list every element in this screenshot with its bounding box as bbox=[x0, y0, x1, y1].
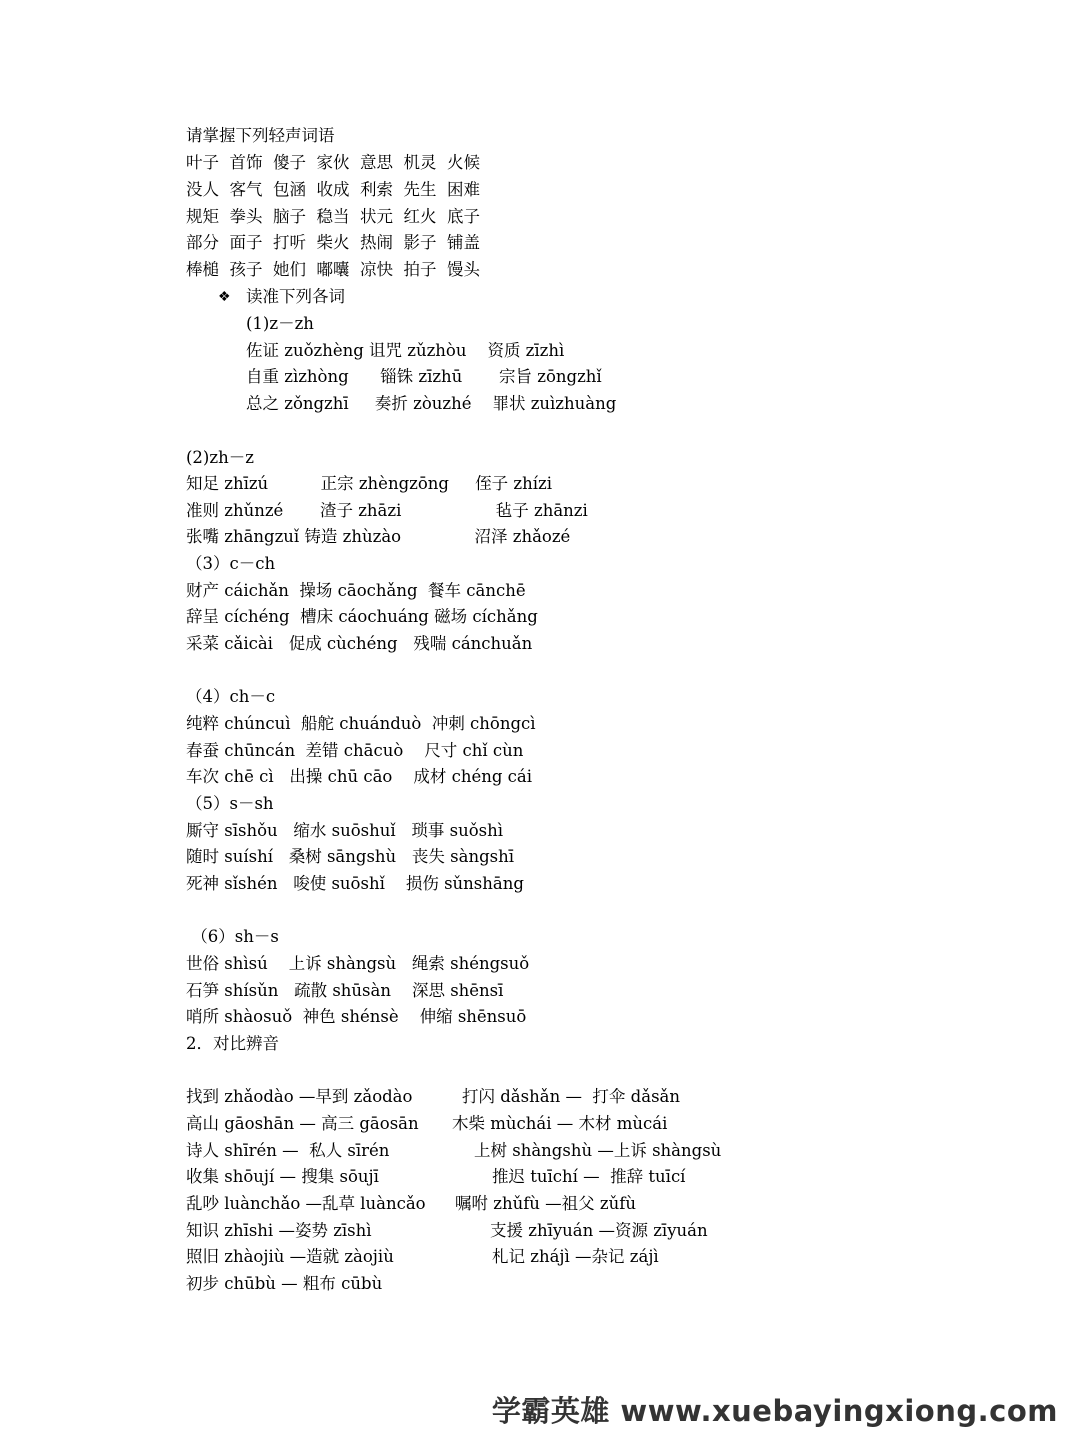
pinyin-row: 纯粹 chúncuì 船舵 chuánduò 冲刺 chōngcì bbox=[186, 714, 536, 733]
group-heading: （3）c－ch bbox=[186, 554, 276, 573]
section2-heading: 2．对比辨音 bbox=[186, 1034, 279, 1053]
contrast-right-item: 札记 zhájì —杂记 zájì bbox=[492, 1247, 659, 1266]
contrast-right-item: 上树 shàngshù —上诉 shàngsù bbox=[474, 1141, 722, 1160]
contrast-right-item: 推迟 tuīchí — 推辞 tuīcí bbox=[492, 1167, 686, 1186]
watermark: 学霸英雄 www.xuebayingxiong.com bbox=[491, 1394, 1058, 1428]
word-row: 部分 面子 打听 柴火 热闹 影子 铺盖 bbox=[186, 233, 480, 252]
contrast-right-item: 嘱咐 zhǔfù —祖父 zǔfù bbox=[455, 1194, 636, 1213]
contrast-left-item: 收集 shōují — 搜集 sōujī bbox=[186, 1167, 379, 1186]
contrast-left-item: 乱吵 luànchǎo —乱草 luàncǎo bbox=[186, 1194, 426, 1213]
group-heading: (2)zh－z bbox=[186, 448, 254, 467]
contrast-left-item: 知识 zhīshi —姿势 zīshì bbox=[186, 1221, 372, 1240]
pinyin-row: 知足 zhīzú 正宗 zhèngzōng 侄子 zhízi bbox=[186, 474, 552, 493]
pinyin-row: 哨所 shàosuǒ 神色 shénsè 伸缩 shēnsuō bbox=[186, 1007, 527, 1026]
pinyin-row: 随时 suíshí 桑树 sāngshù 丧失 sàngshī bbox=[186, 847, 515, 866]
pinyin-row: 死神 sǐshén 唆使 suōshǐ 损伤 sǔnshāng bbox=[186, 874, 524, 893]
pinyin-row: 总之 zǒngzhī 奏折 zòuzhé 罪状 zuìzhuàng bbox=[246, 394, 617, 413]
pinyin-row: 石笋 shísǔn 疏散 shūsàn 深思 shēnsī bbox=[186, 981, 504, 1000]
pinyin-row: 厮守 sīshǒu 缩水 suōshuǐ 琐事 suǒshì bbox=[186, 821, 504, 840]
diamond-bullet-icon: ❖ bbox=[218, 289, 231, 305]
contrast-left-item: 初步 chūbù — 粗布 cūbù bbox=[186, 1274, 383, 1293]
pinyin-row: 世俗 shìsú 上诉 shàngsù 绳索 shéngsuǒ bbox=[186, 954, 530, 973]
contrast-left-item: 找到 zhǎodào —早到 zǎodào bbox=[186, 1087, 413, 1106]
pinyin-row: 采菜 cǎicài 促成 cùchéng 残喘 cánchuǎn bbox=[186, 634, 533, 653]
group-heading: （5）s－sh bbox=[186, 794, 274, 813]
contrast-left-item: 诗人 shīrén — 私人 sīrén bbox=[186, 1141, 390, 1160]
pinyin-row: 财产 cáichǎn 操场 cāochǎng 餐车 cānchē bbox=[186, 581, 526, 600]
word-row: 没人 客气 包涵 收成 利索 先生 困难 bbox=[186, 180, 480, 199]
pinyin-row: 辞呈 cíchéng 槽床 cáochuáng 磁场 cíchǎng bbox=[186, 607, 538, 626]
group-heading: （4）ch－c bbox=[186, 687, 276, 706]
contrast-left-item: 高山 gāoshān — 高三 gāosān bbox=[186, 1114, 419, 1133]
contrast-right-item: 打闪 dǎshǎn — 打伞 dǎsǎn bbox=[462, 1087, 681, 1106]
contrast-right-item: 支援 zhīyuán —资源 zīyuán bbox=[490, 1221, 708, 1240]
word-row: 规矩 拳头 脑子 稳当 状元 红火 底子 bbox=[186, 207, 480, 226]
bullet-heading: 读准下列各词 bbox=[246, 287, 345, 306]
word-row: 叶子 首饰 傻子 家伙 意思 机灵 火候 bbox=[186, 153, 480, 172]
pinyin-row: 春蚕 chūncán 差错 chācuò 尺寸 chǐ cùn bbox=[186, 741, 524, 760]
pinyin-row: 张嘴 zhāngzuǐ 铸造 zhùzào 沼泽 zhǎozé bbox=[186, 527, 571, 546]
pinyin-row: 车次 chē cì 出操 chū cāo 成材 chéng cái bbox=[186, 767, 533, 786]
contrast-left-item: 照旧 zhàojiù —造就 zàojiù bbox=[186, 1247, 394, 1266]
section-title: 请掌握下列轻声词语 bbox=[186, 126, 335, 145]
pinyin-row: 准则 zhǔnzé 渣子 zhāzi 毡子 zhānzi bbox=[186, 501, 588, 520]
word-row: 棒槌 孩子 她们 嘟囔 凉快 拍子 馒头 bbox=[186, 260, 480, 279]
pinyin-row: 自重 zìzhòng 锱铢 zīzhū 宗旨 zōngzhǐ bbox=[246, 367, 602, 386]
group-heading: (1)z－zh bbox=[246, 314, 314, 333]
contrast-right-item: 木柴 mùchái — 木材 mùcái bbox=[452, 1114, 668, 1133]
group-heading: （6）sh－s bbox=[186, 927, 279, 946]
pinyin-row: 佐证 zuǒzhèng 诅咒 zǔzhòu 资质 zīzhì bbox=[246, 341, 565, 360]
